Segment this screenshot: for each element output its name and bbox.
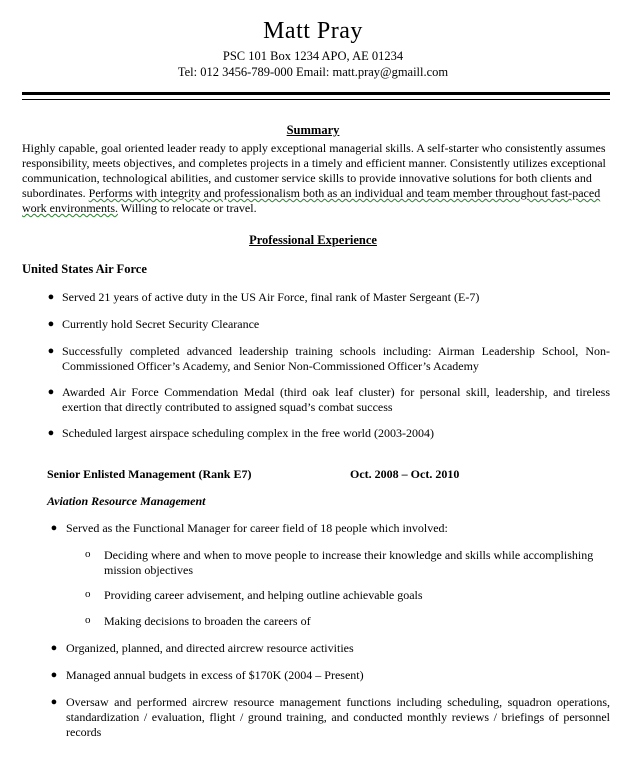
experience-bullet-1: Served 21 years of active duty in the US Air Force, final rank of Master Sergeant (E-7) [62, 290, 480, 304]
summary-text-a: Highly capable, goal oriented leader ready to apply exceptional managerial skills. A self-starter who consistently assumes responsibility, meets objectives, and completes projects in a timely and efficient manner. Consistently utilizes exceptional communication, technological abilities, and customer service skills to provide innovative solutions for both clients and subordinates. [22, 141, 606, 200]
experience-bullet-5: Scheduled largest airspace scheduling complex in the free world (2003-2004) [62, 426, 434, 440]
job-bullet-2: Organized, planned, and directed aircrew resource activities [66, 641, 354, 655]
job-sub-bullet-2: Providing career advisement, and helping outline achievable goals [104, 588, 423, 602]
job-bullet-4: Oversaw and performed aircrew resource management functions including scheduling, squadron operations, standardization / evaluation, flight / ground training, and conducted monthly reviews / briefings of personnel records [66, 695, 610, 739]
job-role: Aviation Resource Management [47, 494, 206, 508]
header-divider-thin [22, 99, 610, 100]
sub-bullet-marker: o [85, 548, 91, 560]
job-sub-bullet-3: Making decisions to broaden the careers of [104, 614, 311, 628]
bullet-marker: ● [47, 345, 55, 357]
address-line: PSC 101 Box 1234 APO, AE 01234 [222, 49, 404, 63]
contact-line: Tel: 012 3456-789-000 Email: matt.pray@gmaill.com [177, 65, 449, 79]
resume-name: Matt Pray [263, 18, 363, 44]
bullet-marker: ● [50, 522, 58, 534]
job-bullet-3: Managed annual budgets in excess of $170K (2004 – Present) [66, 668, 364, 682]
experience-bullet-2: Currently hold Secret Security Clearance [62, 317, 260, 331]
job-title: Senior Enlisted Management (Rank E7) [47, 467, 252, 481]
header-divider-thick [22, 92, 610, 95]
experience-heading: Professional Experience [249, 233, 377, 247]
bullet-marker: ● [47, 386, 55, 398]
experience-bullet-3: Successfully completed advanced leadership training schools including: Airman Leadership School, Non-Commissioned Officer’s Academy, and Senior Non-Commissioned Officer’s Academy [62, 344, 610, 373]
job-sub-bullet-1: Deciding where and when to move people to increase their knowledge and skills while accomplishing mission objectives [104, 548, 594, 577]
job-bullet-1: Served as the Functional Manager for career field of 18 people which involved: [66, 521, 448, 535]
sub-bullet-marker: o [85, 614, 91, 626]
sub-bullet-marker: o [85, 588, 91, 600]
summary-text-b: Performs with integrity and professionalism both as an individual and team member throughout fast-paced work environments. [22, 186, 601, 215]
bullet-marker: ● [50, 642, 58, 654]
bullet-marker: ● [47, 291, 55, 303]
bullet-marker: ● [47, 427, 55, 439]
bullet-marker: ● [50, 669, 58, 681]
job-dates: Oct. 2008 – Oct. 2010 [350, 467, 460, 481]
summary-text-c: Willing to relocate or travel. [117, 201, 257, 215]
bullet-marker: ● [47, 318, 55, 330]
summary-paragraph [22, 141, 612, 216]
experience-bullet-4: Awarded Air Force Commendation Medal (third oak leaf cluster) for personal skill, leadership, and tireless exertion that directly contributed to assigned squad’s combat success [62, 385, 610, 414]
bullet-marker: ● [50, 696, 58, 708]
summary-heading: Summary [286, 123, 340, 137]
organization-name: United States Air Force [22, 262, 147, 276]
